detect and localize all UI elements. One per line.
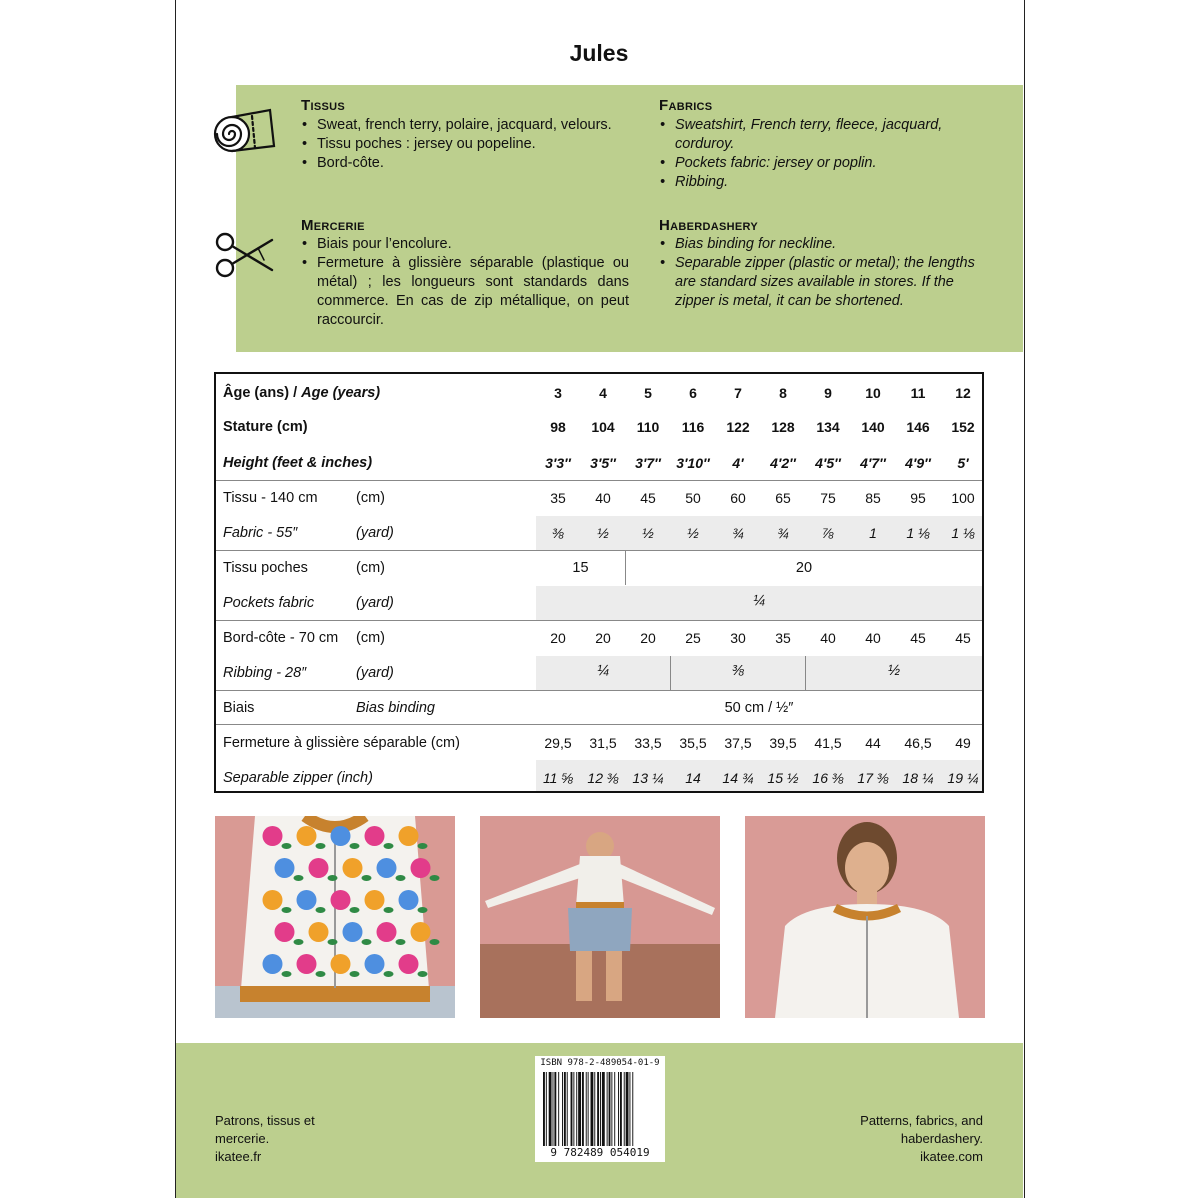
table-cell: 11 bbox=[910, 385, 926, 401]
table-cell: 6 bbox=[689, 385, 697, 401]
isbn-text: ISBN 978-2-489054-01-9 bbox=[540, 1058, 660, 1068]
bord-label: Bord-côte - 70 cm bbox=[223, 630, 339, 646]
table-cell: 152 bbox=[951, 419, 975, 435]
biais-label: Biais bbox=[223, 700, 255, 716]
table-cell: 49 bbox=[955, 735, 971, 751]
table-cell: 3′5″ bbox=[590, 455, 616, 471]
table-cell: 65 bbox=[775, 490, 791, 506]
table-cell: 44 bbox=[865, 735, 881, 751]
mercerie-heading: Mercerie bbox=[301, 217, 365, 234]
table-cell: 4′5″ bbox=[815, 455, 841, 471]
table-cell: 46,5 bbox=[904, 735, 932, 751]
haberdashery-list bbox=[659, 235, 987, 311]
table-cell: 4′9″ bbox=[905, 455, 931, 471]
table-cell: 40 bbox=[820, 630, 836, 646]
table-cell: 12 bbox=[955, 385, 971, 401]
table-cell: 45 bbox=[640, 490, 656, 506]
table-cell: 60 bbox=[730, 490, 746, 506]
list-item: • Pockets fabric: jersey or poplin. bbox=[675, 154, 987, 173]
photo-child-arms-out bbox=[480, 816, 720, 1018]
table-cell: 7 bbox=[734, 385, 742, 401]
pockets-unit: (yard) bbox=[356, 595, 394, 611]
list-item: • Sweatshirt, French terry, fleece, jacquard, corduroy. bbox=[675, 116, 987, 154]
fabric-label: Fabric - 55″ bbox=[223, 525, 298, 541]
table-cell: 25 bbox=[685, 630, 701, 646]
table-cell: 40 bbox=[865, 630, 881, 646]
fabric-unit: (yard) bbox=[356, 525, 394, 541]
footer-right-line: haberdashery. bbox=[900, 1131, 983, 1146]
table-cell: 41,5 bbox=[814, 735, 842, 751]
poches-unit: (cm) bbox=[356, 560, 385, 576]
table-cell: 3′7″ bbox=[635, 455, 661, 471]
list-item: • Ribbing. bbox=[675, 173, 987, 192]
list-item: • Bord-côte. bbox=[317, 154, 629, 173]
list-item: • Fermeture à glissière séparable (plastique ou métal) ; les longueurs sont standards dans commerce. En cas de zip métallique, on peut raccourcir. bbox=[317, 254, 629, 330]
list-item: • Sweat, french terry, polaire, jacquard, velours. bbox=[317, 116, 629, 135]
table-cell: 50 bbox=[685, 490, 701, 506]
table-cell: 85 bbox=[865, 490, 881, 506]
table-cell: 1 bbox=[869, 525, 877, 541]
table-cell: 17 ⅜ bbox=[857, 770, 889, 786]
table-cell: 39,5 bbox=[769, 735, 797, 751]
footer-left bbox=[215, 1112, 315, 1166]
table-cell: 19 ¼ bbox=[947, 770, 979, 786]
fermeture-label: Fermeture à glissière séparable (cm) bbox=[223, 735, 460, 751]
table-cell: 1 ⅛ bbox=[906, 525, 930, 541]
divider bbox=[216, 724, 982, 725]
table-cell: 16 ⅜ bbox=[812, 770, 844, 786]
table-cell: 35,5 bbox=[679, 735, 707, 751]
biais-label-en: Bias binding bbox=[356, 700, 435, 716]
scissors-icon bbox=[214, 230, 276, 280]
bord-unit: (cm) bbox=[356, 630, 385, 646]
table-cell: ½ bbox=[687, 525, 699, 541]
table-cell: 29,5 bbox=[544, 735, 572, 751]
table-cell: 45 bbox=[955, 630, 971, 646]
list-item: • Bias binding for neckline. bbox=[675, 235, 987, 254]
table-cell: 20 bbox=[640, 630, 656, 646]
barcode-digits: 9 782489 054019 bbox=[550, 1146, 650, 1159]
table-cell: 14 bbox=[685, 770, 701, 786]
table-cell: 4′7″ bbox=[860, 455, 886, 471]
table-cell: 3′3″ bbox=[545, 455, 571, 471]
stature-label: Stature (cm) bbox=[223, 419, 308, 435]
table-cell: 45 bbox=[910, 630, 926, 646]
table-cell: 12 ⅜ bbox=[587, 770, 619, 786]
table-cell: 30 bbox=[730, 630, 746, 646]
size-table bbox=[214, 372, 984, 793]
footer-link: ikatee.fr bbox=[215, 1149, 262, 1164]
table-cell: 3′10″ bbox=[676, 455, 710, 471]
page-title: Jules bbox=[569, 40, 629, 66]
photo-jacket-closeup bbox=[215, 816, 455, 1018]
ribbing-label: Ribbing - 28″ bbox=[223, 665, 307, 681]
footer-right bbox=[780, 1112, 983, 1166]
table-cell: 20 bbox=[595, 630, 611, 646]
list-item: • Tissu poches : jersey ou popeline. bbox=[317, 135, 629, 154]
fabric-roll-icon bbox=[212, 106, 278, 160]
table-cell: ⅞ bbox=[822, 525, 834, 541]
divider bbox=[216, 480, 982, 481]
table-cell: 8 bbox=[779, 385, 787, 401]
tissus-heading: Tissus bbox=[301, 97, 345, 114]
poches-value-a: 15 bbox=[572, 560, 589, 576]
table-cell: 75 bbox=[820, 490, 836, 506]
table-cell: ⅜ bbox=[552, 525, 564, 541]
table-cell: 13 ¼ bbox=[632, 770, 664, 786]
table-cell: ½ bbox=[642, 525, 654, 541]
table-cell: 40 bbox=[595, 490, 611, 506]
poches-value-b: 20 bbox=[795, 560, 813, 576]
zipper-label: Separable zipper (inch) bbox=[223, 770, 373, 786]
photo-child-portrait bbox=[745, 816, 985, 1018]
table-cell: 20 bbox=[550, 630, 566, 646]
list-item: • Separable zipper (plastic or metal); the lengths are standard sizes available in stores. If the zipper is metal, it can be shortened. bbox=[675, 254, 987, 311]
divider bbox=[216, 550, 982, 551]
height-label: Height (feet & inches) bbox=[223, 455, 373, 471]
table-cell: 1 ⅛ bbox=[951, 525, 975, 541]
table-cell: 140 bbox=[861, 419, 885, 435]
ribbing-value-c: ½ bbox=[887, 663, 901, 679]
footer-right-line: Patterns, fabrics, and bbox=[860, 1113, 983, 1128]
divider bbox=[216, 690, 982, 691]
table-cell: 134 bbox=[816, 419, 840, 435]
table-cell: ¾ bbox=[777, 525, 789, 541]
table-cell: 9 bbox=[824, 385, 832, 401]
barcode bbox=[535, 1056, 665, 1162]
barcode-bars bbox=[543, 1072, 661, 1148]
table-cell: 100 bbox=[951, 490, 975, 506]
table-cell: 37,5 bbox=[724, 735, 752, 751]
tissu-unit: (cm) bbox=[356, 490, 385, 506]
table-cell: 4 bbox=[599, 385, 607, 401]
table-cell: 33,5 bbox=[634, 735, 662, 751]
table-cell: ½ bbox=[597, 525, 609, 541]
table-cell: 95 bbox=[910, 490, 926, 506]
table-cell: 146 bbox=[906, 419, 930, 435]
pockets-label: Pockets fabric bbox=[223, 595, 315, 611]
mercerie-list bbox=[301, 235, 629, 330]
table-cell: 31,5 bbox=[589, 735, 617, 751]
table-cell: ¾ bbox=[732, 525, 744, 541]
table-cell: 5 bbox=[644, 385, 652, 401]
list-item: • Biais pour l’encolure. bbox=[317, 235, 629, 254]
table-cell: 116 bbox=[681, 419, 705, 435]
table-cell: 15 ½ bbox=[767, 770, 799, 786]
table-cell: 35 bbox=[550, 490, 566, 506]
tissus-list bbox=[301, 116, 629, 173]
poches-label: Tissu poches bbox=[223, 560, 308, 576]
table-cell: 122 bbox=[726, 419, 750, 435]
biais-value: 50 cm / ½″ bbox=[724, 700, 794, 716]
table-cell: 5′ bbox=[957, 455, 969, 471]
table-cell: 4′ bbox=[732, 455, 744, 471]
table-cell: 35 bbox=[775, 630, 791, 646]
table-cell: 98 bbox=[550, 419, 566, 435]
ribbing-value-a: ¼ bbox=[596, 663, 610, 679]
table-cell: 4′2″ bbox=[770, 455, 796, 471]
ribbing-unit: (yard) bbox=[356, 665, 394, 681]
fabrics-list bbox=[659, 116, 987, 192]
age-label: Âge (ans) / Age (years) bbox=[223, 385, 381, 401]
table-cell: 3 bbox=[554, 385, 562, 401]
table-cell: 128 bbox=[771, 419, 795, 435]
table-cell: 110 bbox=[636, 419, 660, 435]
tissu-label: Tissu - 140 cm bbox=[223, 490, 318, 506]
ribbing-value-b: ⅜ bbox=[731, 663, 745, 679]
table-cell: 18 ¼ bbox=[902, 770, 934, 786]
pockets-value: ¼ bbox=[752, 593, 766, 609]
table-cell: 11 ⅝ bbox=[542, 770, 574, 786]
table-cell: 10 bbox=[865, 385, 881, 401]
haberdashery-heading: Haberdashery bbox=[659, 217, 758, 234]
fabrics-heading: Fabrics bbox=[659, 97, 713, 114]
footer-left-line: Patrons, tissus et bbox=[215, 1113, 315, 1128]
table-cell: 14 ¾ bbox=[722, 770, 754, 786]
footer-left-line: mercerie. bbox=[215, 1131, 270, 1146]
divider bbox=[216, 620, 982, 621]
footer-link: ikatee.com bbox=[920, 1149, 983, 1164]
table-cell: 104 bbox=[591, 419, 615, 435]
